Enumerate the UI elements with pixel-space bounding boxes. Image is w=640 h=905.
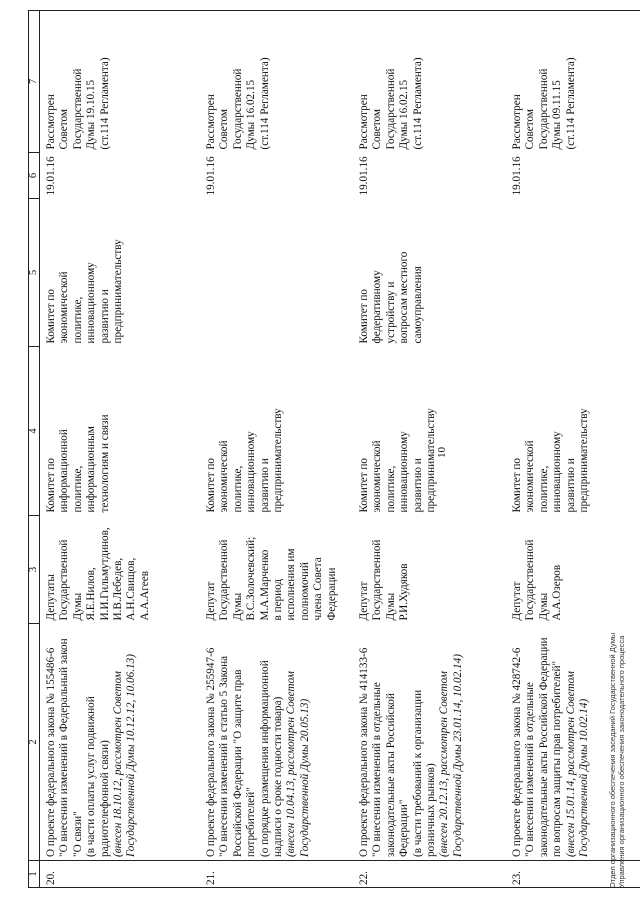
initiators-cell bbox=[200, 516, 353, 624]
bill-submitted-line: Государственной Думы 23.01.14, 10.02.14) bbox=[451, 654, 464, 857]
committee-line: развитию и bbox=[411, 458, 424, 513]
committee-line: информационным bbox=[85, 426, 98, 513]
committee-cell bbox=[353, 347, 506, 516]
committee-line: экономической bbox=[218, 440, 231, 513]
initiators-cell bbox=[40, 516, 201, 624]
page-number: 10 bbox=[436, 447, 448, 458]
footer-line: Отдел организационного обеспечения заседаний Государственной Думы bbox=[608, 632, 617, 888]
bill-name-line: потребителей" bbox=[245, 787, 258, 857]
committee-cell bbox=[200, 347, 353, 516]
initiator-line: Думы bbox=[71, 592, 84, 621]
bill-name-line: "О внесении изменений в отдельные bbox=[524, 682, 537, 857]
column-header: 2 bbox=[29, 624, 40, 861]
status-line: Рассмотрен bbox=[358, 94, 370, 150]
column-header: 3 bbox=[29, 516, 40, 624]
row-number: 23. bbox=[511, 871, 523, 885]
row-number-cell bbox=[200, 861, 353, 888]
status-cell bbox=[506, 11, 640, 153]
co-committee-cell bbox=[353, 199, 506, 347]
initiator-line: Депутаты bbox=[45, 574, 57, 621]
initiator-line: Р.И.Худяков bbox=[398, 563, 411, 621]
date-cell bbox=[353, 153, 506, 199]
row-number-cell bbox=[40, 861, 201, 888]
initiator-line: в период bbox=[272, 578, 285, 621]
committee-line: экономической bbox=[58, 271, 71, 344]
bill-scope-line: (в части требований к организации bbox=[411, 689, 424, 857]
initiator-line: Депутат bbox=[511, 581, 523, 621]
bill-scope-line: надписи о сроке годности товара) bbox=[272, 696, 285, 857]
committee-line: развитию и bbox=[258, 458, 271, 513]
initiator-line: И.И.Гильмутдинов, bbox=[98, 527, 111, 621]
committee-line: инновационному bbox=[245, 431, 258, 513]
committee-line: экономической bbox=[371, 440, 384, 513]
committee-line: предпринимательству bbox=[112, 239, 125, 344]
bills-table bbox=[28, 10, 640, 888]
row-number: 20. bbox=[45, 871, 57, 885]
initiator-line: М.А.Марченко bbox=[258, 549, 271, 621]
status-line: Советом bbox=[371, 109, 384, 150]
committee-line: вопросам местного bbox=[398, 251, 411, 344]
committee-line: политике, bbox=[71, 465, 84, 513]
status-line: (ст.114 Регламента) bbox=[564, 57, 577, 150]
bill-description-cell bbox=[200, 624, 353, 861]
committee-line: устройству и bbox=[384, 281, 397, 344]
committee-line: политике, bbox=[71, 296, 84, 344]
status-line: Думы 09.11.15 bbox=[551, 80, 564, 150]
committee-line: информационной bbox=[58, 429, 71, 513]
bill-scope-line: радиотелефонной связи) bbox=[98, 740, 111, 857]
committee-line: технологиям и связи bbox=[98, 414, 111, 513]
table-row bbox=[40, 11, 201, 888]
committee-line: развитию и bbox=[98, 289, 111, 344]
initiator-line: И.В.Лебедев, bbox=[112, 557, 125, 621]
row-number: 21. bbox=[205, 871, 217, 885]
column-header: 7 bbox=[29, 11, 40, 153]
bill-submitted-line: (внесен 10.04.13, рассмотрен Советом bbox=[285, 671, 298, 857]
initiator-line: Государственной bbox=[58, 539, 71, 621]
column-header: 5 bbox=[29, 199, 40, 347]
status-line: Государственной bbox=[537, 68, 550, 150]
status-cell bbox=[353, 11, 506, 153]
committee-line: экономической bbox=[524, 440, 537, 513]
committee-line: инновационному bbox=[398, 431, 411, 513]
bill-name-line: законодательные акты Российской bbox=[384, 693, 397, 857]
column-number-row bbox=[29, 11, 40, 888]
date-cell bbox=[506, 153, 640, 199]
committee-line: политике, bbox=[384, 465, 397, 513]
initiator-line: Депутат bbox=[358, 581, 370, 621]
bill-submitted-line: (внесен 15.01.14, рассмотрен Советом bbox=[564, 671, 577, 857]
committee-line: Комитет по bbox=[358, 289, 370, 344]
table-row bbox=[353, 11, 506, 888]
initiator-line: Государственной bbox=[371, 539, 384, 621]
status-line: Думы 16.02.15 bbox=[245, 79, 258, 150]
initiator-line: Думы bbox=[384, 592, 397, 621]
initiator-line: Государственной bbox=[524, 539, 537, 621]
initiator-line: полномочий bbox=[298, 562, 311, 621]
bill-scope-line: розничных рынков) bbox=[425, 763, 438, 857]
status-line: Советом bbox=[58, 109, 71, 150]
bill-name-line: Федерации" bbox=[398, 799, 411, 857]
row-number: 22. bbox=[358, 871, 370, 885]
date-value: 19.01.16 bbox=[511, 156, 523, 196]
bill-submitted-line: Государственной Думы 10.12.12, 10.06.13) bbox=[125, 654, 138, 857]
bill-name-line: "О внесении изменений в отдельные bbox=[371, 682, 384, 857]
bill-submitted-line: Государственной Думы 10.02.14) bbox=[578, 698, 591, 857]
co-committee-cell bbox=[40, 199, 201, 347]
footer bbox=[608, 633, 626, 888]
status-line: (ст.114 Регламента) bbox=[98, 57, 111, 150]
committee-cell bbox=[40, 347, 201, 516]
bill-name-line: по вопросам защиты прав потребителей" bbox=[551, 660, 564, 857]
committee-line: предпринимательству bbox=[578, 408, 591, 513]
initiator-line: Я.Е.Нилов, bbox=[85, 567, 98, 621]
initiator-line: Депутат bbox=[205, 581, 217, 621]
bill-title: О проекте федерального закона № 155486-6 bbox=[45, 647, 57, 857]
initiator-line: исполнения им bbox=[285, 548, 298, 621]
co-committee-cell bbox=[200, 199, 353, 347]
bill-description-cell bbox=[40, 624, 201, 861]
committee-line: Комитет по bbox=[205, 458, 217, 513]
initiator-line: Думы bbox=[537, 592, 550, 621]
date-cell bbox=[200, 153, 353, 199]
committee-line: инновационному bbox=[85, 262, 98, 344]
date-cell bbox=[40, 153, 201, 199]
committee-line: предпринимательству bbox=[425, 408, 438, 513]
committee-line: самоуправления bbox=[411, 266, 424, 344]
initiator-line: Думы bbox=[231, 592, 244, 621]
status-line: Думы 16.02.15 bbox=[398, 79, 411, 150]
bill-description-cell bbox=[353, 624, 506, 861]
status-line: Советом bbox=[524, 109, 537, 150]
initiator-line: А.Н.Свищов, bbox=[125, 557, 138, 621]
committee-line: федеративному bbox=[371, 270, 384, 344]
bill-submitted-line: (внесен 20.12.13, рассмотрен Советом bbox=[438, 671, 451, 857]
status-cell bbox=[200, 11, 353, 153]
bill-scope-line: (о порядке размещения информационной bbox=[258, 660, 271, 857]
status-line: Рассмотрен bbox=[511, 94, 523, 150]
initiator-line: Государственной bbox=[218, 539, 231, 621]
committee-line: Комитет по bbox=[45, 289, 57, 344]
initiator-line: члена Совета bbox=[312, 557, 325, 621]
date-value: 19.01.16 bbox=[358, 156, 370, 196]
bill-submitted-line: Государственной Думы 20.05.13) bbox=[298, 698, 311, 857]
committee-line: Комитет по bbox=[45, 458, 57, 513]
status-line: Советом bbox=[218, 109, 231, 150]
status-line: Думы 19.10.15 bbox=[85, 79, 98, 150]
bill-name-line: "О внесении изменений в Федеральный закон bbox=[58, 638, 71, 857]
status-line: Государственной bbox=[231, 68, 244, 150]
status-line: Рассмотрен bbox=[45, 94, 57, 150]
initiator-line: А.А.Агеев bbox=[138, 571, 151, 621]
co-committee-cell bbox=[506, 199, 640, 347]
bill-title: О проекте федерального закона № 255947-6 bbox=[205, 647, 217, 857]
date-value: 19.01.16 bbox=[205, 156, 217, 196]
committee-line: политике, bbox=[231, 465, 244, 513]
footer-line: Управления организационного обеспечения законодательного процесса bbox=[617, 635, 626, 888]
column-header: 1 bbox=[29, 861, 40, 888]
initiator-line: В.С.Золочевский; bbox=[245, 536, 258, 621]
initiator-line: А.А.Озеров bbox=[551, 564, 564, 621]
bill-submitted-line: (внесен 18.10.12, рассмотрен Советом bbox=[112, 671, 125, 857]
column-header: 4 bbox=[29, 347, 40, 516]
status-line: Государственной bbox=[71, 68, 84, 150]
initiator-line: Федерации bbox=[325, 567, 338, 621]
bill-name-line: законодательные акты Российской Федерации bbox=[537, 637, 550, 857]
status-line: Государственной bbox=[384, 68, 397, 150]
committee-line: инновационному bbox=[551, 431, 564, 513]
committee-line: Комитет по bbox=[511, 458, 523, 513]
status-line: Рассмотрен bbox=[205, 94, 217, 150]
bill-scope-line: (в части оплаты услуг подвижной bbox=[85, 696, 98, 857]
committee-line: развитию и bbox=[564, 458, 577, 513]
table-row bbox=[200, 11, 353, 888]
bill-name-line: Российской Федерации "О защите прав bbox=[231, 669, 244, 857]
committee-line: предпринимательству bbox=[272, 408, 285, 513]
bill-name-line: "О внесении изменений в статью 5 Закона bbox=[218, 655, 231, 857]
committee-line: Комитет по bbox=[358, 458, 370, 513]
committee-cell bbox=[506, 347, 640, 516]
date-value: 19.01.16 bbox=[45, 156, 57, 196]
status-line: (ст.114 Регламента) bbox=[411, 57, 424, 150]
committee-line: политике, bbox=[537, 465, 550, 513]
column-header: 6 bbox=[29, 153, 40, 199]
initiators-cell bbox=[353, 516, 506, 624]
bill-title: О проекте федерального закона № 414133-6 bbox=[358, 647, 370, 857]
initiators-cell bbox=[506, 516, 640, 624]
bill-title: О проекте федерального закона № 428742-6 bbox=[511, 647, 523, 857]
status-line: (ст.114 Регламента) bbox=[258, 57, 271, 150]
bill-name-line: "О связи" bbox=[71, 811, 84, 857]
status-cell bbox=[40, 11, 201, 153]
row-number-cell bbox=[353, 861, 506, 888]
